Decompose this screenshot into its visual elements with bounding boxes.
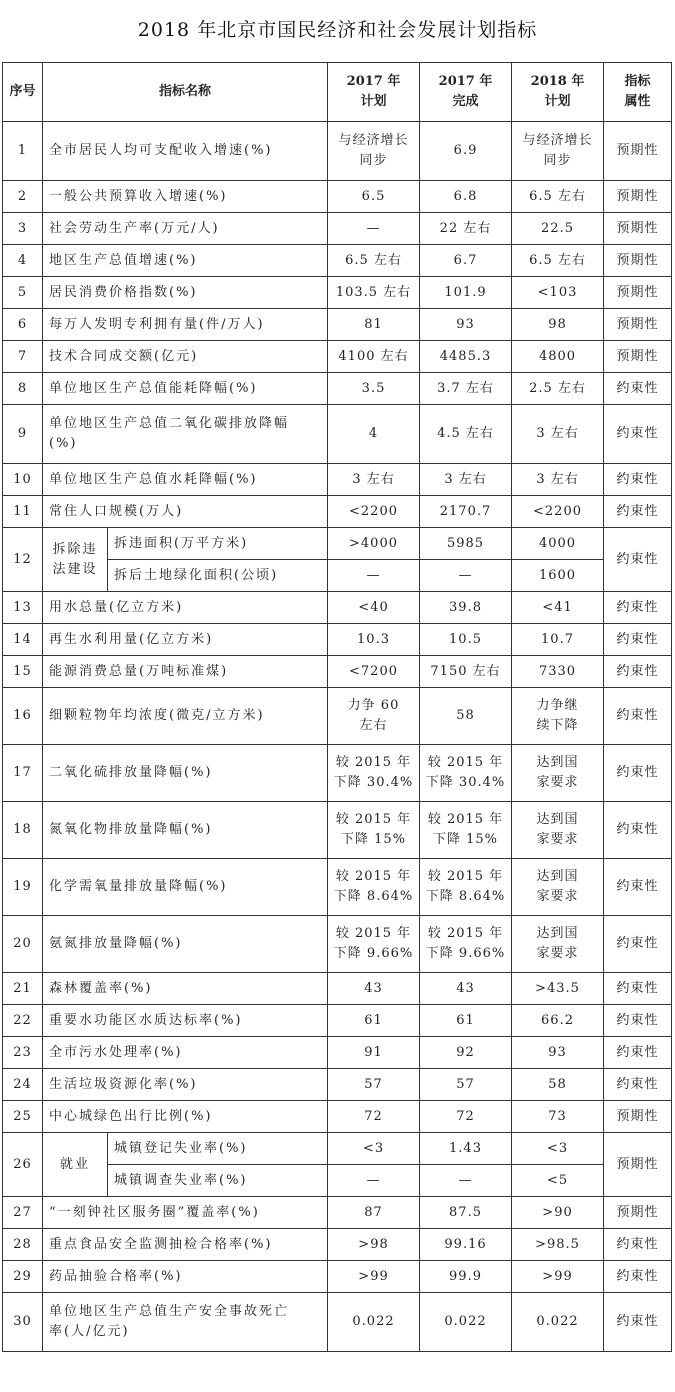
row-attr: 约束性 <box>604 802 672 859</box>
row-name: 再生水利用量(亿立方米) <box>43 624 328 656</box>
row-done-2017: 较 2015 年 下降 30.4% <box>420 745 512 802</box>
row-no: 2 <box>3 181 43 213</box>
row-no: 15 <box>3 656 43 688</box>
row-done-2017: 较 2015 年 下降 9.66% <box>420 916 512 973</box>
row-plan-2018: 6.5 左右 <box>512 245 604 277</box>
row-no: 12 <box>3 528 43 592</box>
row-name: 细颗粒物年均浓度(微克/立方米) <box>43 688 328 745</box>
row-name: 技术合同成交额(亿元) <box>43 341 328 373</box>
row-done-2017: 较 2015 年 下降 8.64% <box>420 859 512 916</box>
row-name: 常住人口规模(万人) <box>43 496 328 528</box>
table-row <box>3 745 672 802</box>
row-plan-2018: 达到国 家要求 <box>512 745 604 802</box>
header-no: 序号 <box>3 63 43 122</box>
row-no: 9 <box>3 405 43 464</box>
row-attr: 约束性 <box>604 1037 672 1069</box>
row-name: 中心城绿色出行比例(%) <box>43 1101 328 1133</box>
table-row <box>3 973 672 1005</box>
row-done-2017: 10.5 <box>420 624 512 656</box>
row-done-2017: 61 <box>420 1005 512 1037</box>
row-no: 7 <box>3 341 43 373</box>
row-no: 25 <box>3 1101 43 1133</box>
row-plan-2017: — <box>328 560 420 592</box>
table-row <box>3 859 672 916</box>
row-name: 用水总量(亿立方米) <box>43 592 328 624</box>
row-no: 8 <box>3 373 43 405</box>
table-row <box>3 341 672 373</box>
row-name: 单位地区生产总值生产安全事故死亡 率(人/亿元) <box>43 1293 328 1352</box>
row-attr: 约束性 <box>604 688 672 745</box>
row-done-2017: 5985 <box>420 528 512 560</box>
table-row <box>3 245 672 277</box>
row-no: 10 <box>3 464 43 496</box>
row-name: 每万人发明专利拥有量(件/万人) <box>43 309 328 341</box>
row-plan-2017: 较 2015 年 下降 15% <box>328 802 420 859</box>
row-name: 居民消费价格指数(%) <box>43 277 328 309</box>
table-row <box>3 122 672 181</box>
row-no: 19 <box>3 859 43 916</box>
row-plan-2017: 4100 左右 <box>328 341 420 373</box>
row-done-2017: 6.7 <box>420 245 512 277</box>
row-no: 16 <box>3 688 43 745</box>
row-attr: 约束性 <box>604 656 672 688</box>
row-plan-2017: 61 <box>328 1005 420 1037</box>
row-plan-2017: 10.3 <box>328 624 420 656</box>
row-attr: 预期性 <box>604 341 672 373</box>
row-attr: 约束性 <box>604 1069 672 1101</box>
row-plan-2018: 4800 <box>512 341 604 373</box>
row-plan-2017: 6.5 <box>328 181 420 213</box>
row-name: “一刻钟社区服务圈”覆盖率(%) <box>43 1197 328 1229</box>
header-name: 指标名称 <box>43 63 328 122</box>
row-sub-name: 拆后土地绿化面积(公顷) <box>108 560 328 592</box>
row-no: 24 <box>3 1069 43 1101</box>
row-name: 生活垃圾资源化率(%) <box>43 1069 328 1101</box>
table-row <box>3 373 672 405</box>
table-row <box>3 688 672 745</box>
row-plan-2018: >90 <box>512 1197 604 1229</box>
header-done-2017: 2017 年 完成 <box>420 63 512 122</box>
row-name: 地区生产总值增速(%) <box>43 245 328 277</box>
row-done-2017: 0.022 <box>420 1293 512 1352</box>
row-done-2017: 87.5 <box>420 1197 512 1229</box>
row-plan-2017: 较 2015 年 下降 9.66% <box>328 916 420 973</box>
row-plan-2018: 2.5 左右 <box>512 373 604 405</box>
row-attr: 约束性 <box>604 916 672 973</box>
row-attr: 约束性 <box>604 405 672 464</box>
row-plan-2017: 力争 60 左右 <box>328 688 420 745</box>
row-plan-2017: 3 左右 <box>328 464 420 496</box>
row-done-2017: 1.43 <box>420 1133 512 1165</box>
table-row <box>3 656 672 688</box>
table-row <box>3 1229 672 1261</box>
row-plan-2018: <41 <box>512 592 604 624</box>
row-name: 单位地区生产总值水耗降幅(%) <box>43 464 328 496</box>
row-attr: 约束性 <box>604 859 672 916</box>
row-sub-name: 城镇登记失业率(%) <box>108 1133 328 1165</box>
row-plan-2017: 较 2015 年 下降 30.4% <box>328 745 420 802</box>
row-name: 药品抽验合格率(%) <box>43 1261 328 1293</box>
row-name: 社会劳动生产率(万元/人) <box>43 213 328 245</box>
row-no: 29 <box>3 1261 43 1293</box>
row-plan-2017: 43 <box>328 973 420 1005</box>
header-plan-2018: 2018 年 计划 <box>512 63 604 122</box>
row-no: 21 <box>3 973 43 1005</box>
row-done-2017: 4.5 左右 <box>420 405 512 464</box>
row-group-label: 就业 <box>43 1133 108 1197</box>
table-row <box>3 592 672 624</box>
row-plan-2017: 72 <box>328 1101 420 1133</box>
row-attr: 约束性 <box>604 464 672 496</box>
row-name: 单位地区生产总值能耗降幅(%) <box>43 373 328 405</box>
table-row <box>3 1133 672 1165</box>
table-row <box>3 1293 672 1352</box>
table-row <box>3 1037 672 1069</box>
row-done-2017: 3 左右 <box>420 464 512 496</box>
row-plan-2017: 91 <box>328 1037 420 1069</box>
row-done-2017: 22 左右 <box>420 213 512 245</box>
table-row <box>3 1197 672 1229</box>
row-no: 5 <box>3 277 43 309</box>
table-row <box>3 802 672 859</box>
row-plan-2018: 3 左右 <box>512 464 604 496</box>
row-attr: 预期性 <box>604 1133 672 1197</box>
row-attr: 约束性 <box>604 373 672 405</box>
row-done-2017: 93 <box>420 309 512 341</box>
row-plan-2018: 力争继 续下降 <box>512 688 604 745</box>
row-plan-2018: 达到国 家要求 <box>512 859 604 916</box>
row-name: 重要水功能区水质达标率(%) <box>43 1005 328 1037</box>
row-name: 全市居民人均可支配收入增速(%) <box>43 122 328 181</box>
row-plan-2018: 10.7 <box>512 624 604 656</box>
table-row <box>3 624 672 656</box>
row-plan-2017: — <box>328 213 420 245</box>
row-attr: 约束性 <box>604 496 672 528</box>
row-no: 6 <box>3 309 43 341</box>
row-name: 化学需氧量排放量降幅(%) <box>43 859 328 916</box>
row-done-2017: 57 <box>420 1069 512 1101</box>
table-row <box>3 528 672 560</box>
row-attr: 预期性 <box>604 122 672 181</box>
row-done-2017: 3.7 左右 <box>420 373 512 405</box>
table-row <box>3 496 672 528</box>
row-no: 4 <box>3 245 43 277</box>
row-plan-2017: 与经济增长 同步 <box>328 122 420 181</box>
row-plan-2017: >99 <box>328 1261 420 1293</box>
row-no: 20 <box>3 916 43 973</box>
row-no: 22 <box>3 1005 43 1037</box>
row-done-2017: 99.9 <box>420 1261 512 1293</box>
row-attr: 预期性 <box>604 1101 672 1133</box>
row-sub-name: 城镇调查失业率(%) <box>108 1165 328 1197</box>
row-attr: 约束性 <box>604 973 672 1005</box>
row-plan-2017: <7200 <box>328 656 420 688</box>
row-plan-2018: 1600 <box>512 560 604 592</box>
row-group-label: 拆除违 法建设 <box>43 528 108 592</box>
row-done-2017: — <box>420 1165 512 1197</box>
row-no: 28 <box>3 1229 43 1261</box>
row-name: 单位地区生产总值二氧化碳排放降幅 (%) <box>43 405 328 464</box>
row-done-2017: 4485.3 <box>420 341 512 373</box>
row-attr: 预期性 <box>604 245 672 277</box>
table-row <box>3 464 672 496</box>
row-plan-2018: >98.5 <box>512 1229 604 1261</box>
row-attr: 预期性 <box>604 309 672 341</box>
row-no: 1 <box>3 122 43 181</box>
row-done-2017: 39.8 <box>420 592 512 624</box>
row-plan-2018: 6.5 左右 <box>512 181 604 213</box>
row-name: 重点食品安全监测抽检合格率(%) <box>43 1229 328 1261</box>
row-done-2017: 2170.7 <box>420 496 512 528</box>
row-no: 11 <box>3 496 43 528</box>
row-no: 13 <box>3 592 43 624</box>
row-plan-2017: 3.5 <box>328 373 420 405</box>
table-row <box>3 1005 672 1037</box>
row-done-2017: 58 <box>420 688 512 745</box>
row-name: 二氧化硫排放量降幅(%) <box>43 745 328 802</box>
row-done-2017: 6.9 <box>420 122 512 181</box>
row-attr: 约束性 <box>604 528 672 592</box>
row-no: 18 <box>3 802 43 859</box>
row-plan-2017: >98 <box>328 1229 420 1261</box>
row-no: 26 <box>3 1133 43 1197</box>
row-plan-2018: 达到国 家要求 <box>512 802 604 859</box>
row-plan-2018: 7330 <box>512 656 604 688</box>
row-sub-name: 拆违面积(万平方米) <box>108 528 328 560</box>
row-plan-2018: <103 <box>512 277 604 309</box>
table-row <box>3 309 672 341</box>
row-plan-2017: 87 <box>328 1197 420 1229</box>
row-done-2017: 7150 左右 <box>420 656 512 688</box>
row-name: 一般公共预算收入增速(%) <box>43 181 328 213</box>
row-attr: 预期性 <box>604 213 672 245</box>
header-attr: 指标 属性 <box>604 63 672 122</box>
row-done-2017: 较 2015 年 下降 15% <box>420 802 512 859</box>
table-row <box>3 1069 672 1101</box>
row-plan-2018: 98 <box>512 309 604 341</box>
row-plan-2018: <2200 <box>512 496 604 528</box>
row-plan-2017: 57 <box>328 1069 420 1101</box>
row-done-2017: — <box>420 560 512 592</box>
row-no: 14 <box>3 624 43 656</box>
row-plan-2018: 达到国 家要求 <box>512 916 604 973</box>
row-plan-2017: 0.022 <box>328 1293 420 1352</box>
table-row <box>3 181 672 213</box>
row-plan-2017: 103.5 左右 <box>328 277 420 309</box>
row-plan-2018: 73 <box>512 1101 604 1133</box>
row-name: 全市污水处理率(%) <box>43 1037 328 1069</box>
row-name: 能源消费总量(万吨标准煤) <box>43 656 328 688</box>
row-no: 17 <box>3 745 43 802</box>
row-plan-2017: — <box>328 1165 420 1197</box>
indicator-table <box>2 62 672 1352</box>
row-plan-2018: 3 左右 <box>512 405 604 464</box>
row-plan-2018: 93 <box>512 1037 604 1069</box>
row-attr: 约束性 <box>604 745 672 802</box>
row-done-2017: 72 <box>420 1101 512 1133</box>
row-plan-2018: 与经济增长 同步 <box>512 122 604 181</box>
row-plan-2017: >4000 <box>328 528 420 560</box>
row-attr: 预期性 <box>604 277 672 309</box>
row-no: 27 <box>3 1197 43 1229</box>
row-attr: 约束性 <box>604 592 672 624</box>
table-row <box>3 213 672 245</box>
row-attr: 预期性 <box>604 181 672 213</box>
table-row <box>3 916 672 973</box>
row-plan-2017: 81 <box>328 309 420 341</box>
table-header-row <box>3 63 672 122</box>
table-row <box>3 277 672 309</box>
row-plan-2018: >99 <box>512 1261 604 1293</box>
table-row <box>3 1261 672 1293</box>
row-attr: 约束性 <box>604 624 672 656</box>
row-name: 氨氮排放量降幅(%) <box>43 916 328 973</box>
row-plan-2017: 较 2015 年 下降 8.64% <box>328 859 420 916</box>
table-row <box>3 405 672 464</box>
row-plan-2017: <3 <box>328 1133 420 1165</box>
row-plan-2018: <3 <box>512 1133 604 1165</box>
row-name: 氮氧化物排放量降幅(%) <box>43 802 328 859</box>
row-no: 3 <box>3 213 43 245</box>
row-done-2017: 6.8 <box>420 181 512 213</box>
row-no: 30 <box>3 1293 43 1352</box>
row-plan-2018: 22.5 <box>512 213 604 245</box>
page-title: 2018 年北京市国民经济和社会发展计划指标 <box>137 19 538 41</box>
row-plan-2018: 58 <box>512 1069 604 1101</box>
row-plan-2018: 4000 <box>512 528 604 560</box>
row-attr: 约束性 <box>604 1261 672 1293</box>
row-plan-2017: <2200 <box>328 496 420 528</box>
row-done-2017: 101.9 <box>420 277 512 309</box>
row-attr: 约束性 <box>604 1005 672 1037</box>
row-attr: 预期性 <box>604 1197 672 1229</box>
row-attr: 约束性 <box>604 1229 672 1261</box>
row-plan-2017: 4 <box>328 405 420 464</box>
row-done-2017: 43 <box>420 973 512 1005</box>
row-done-2017: 92 <box>420 1037 512 1069</box>
row-plan-2018: <5 <box>512 1165 604 1197</box>
header-plan-2017: 2017 年 计划 <box>328 63 420 122</box>
table-row <box>3 1101 672 1133</box>
row-no: 23 <box>3 1037 43 1069</box>
row-plan-2017: <40 <box>328 592 420 624</box>
row-attr: 约束性 <box>604 1293 672 1352</box>
row-plan-2018: >43.5 <box>512 973 604 1005</box>
row-done-2017: 99.16 <box>420 1229 512 1261</box>
row-plan-2017: 6.5 左右 <box>328 245 420 277</box>
row-name: 森林覆盖率(%) <box>43 973 328 1005</box>
row-plan-2018: 0.022 <box>512 1293 604 1352</box>
row-plan-2018: 66.2 <box>512 1005 604 1037</box>
